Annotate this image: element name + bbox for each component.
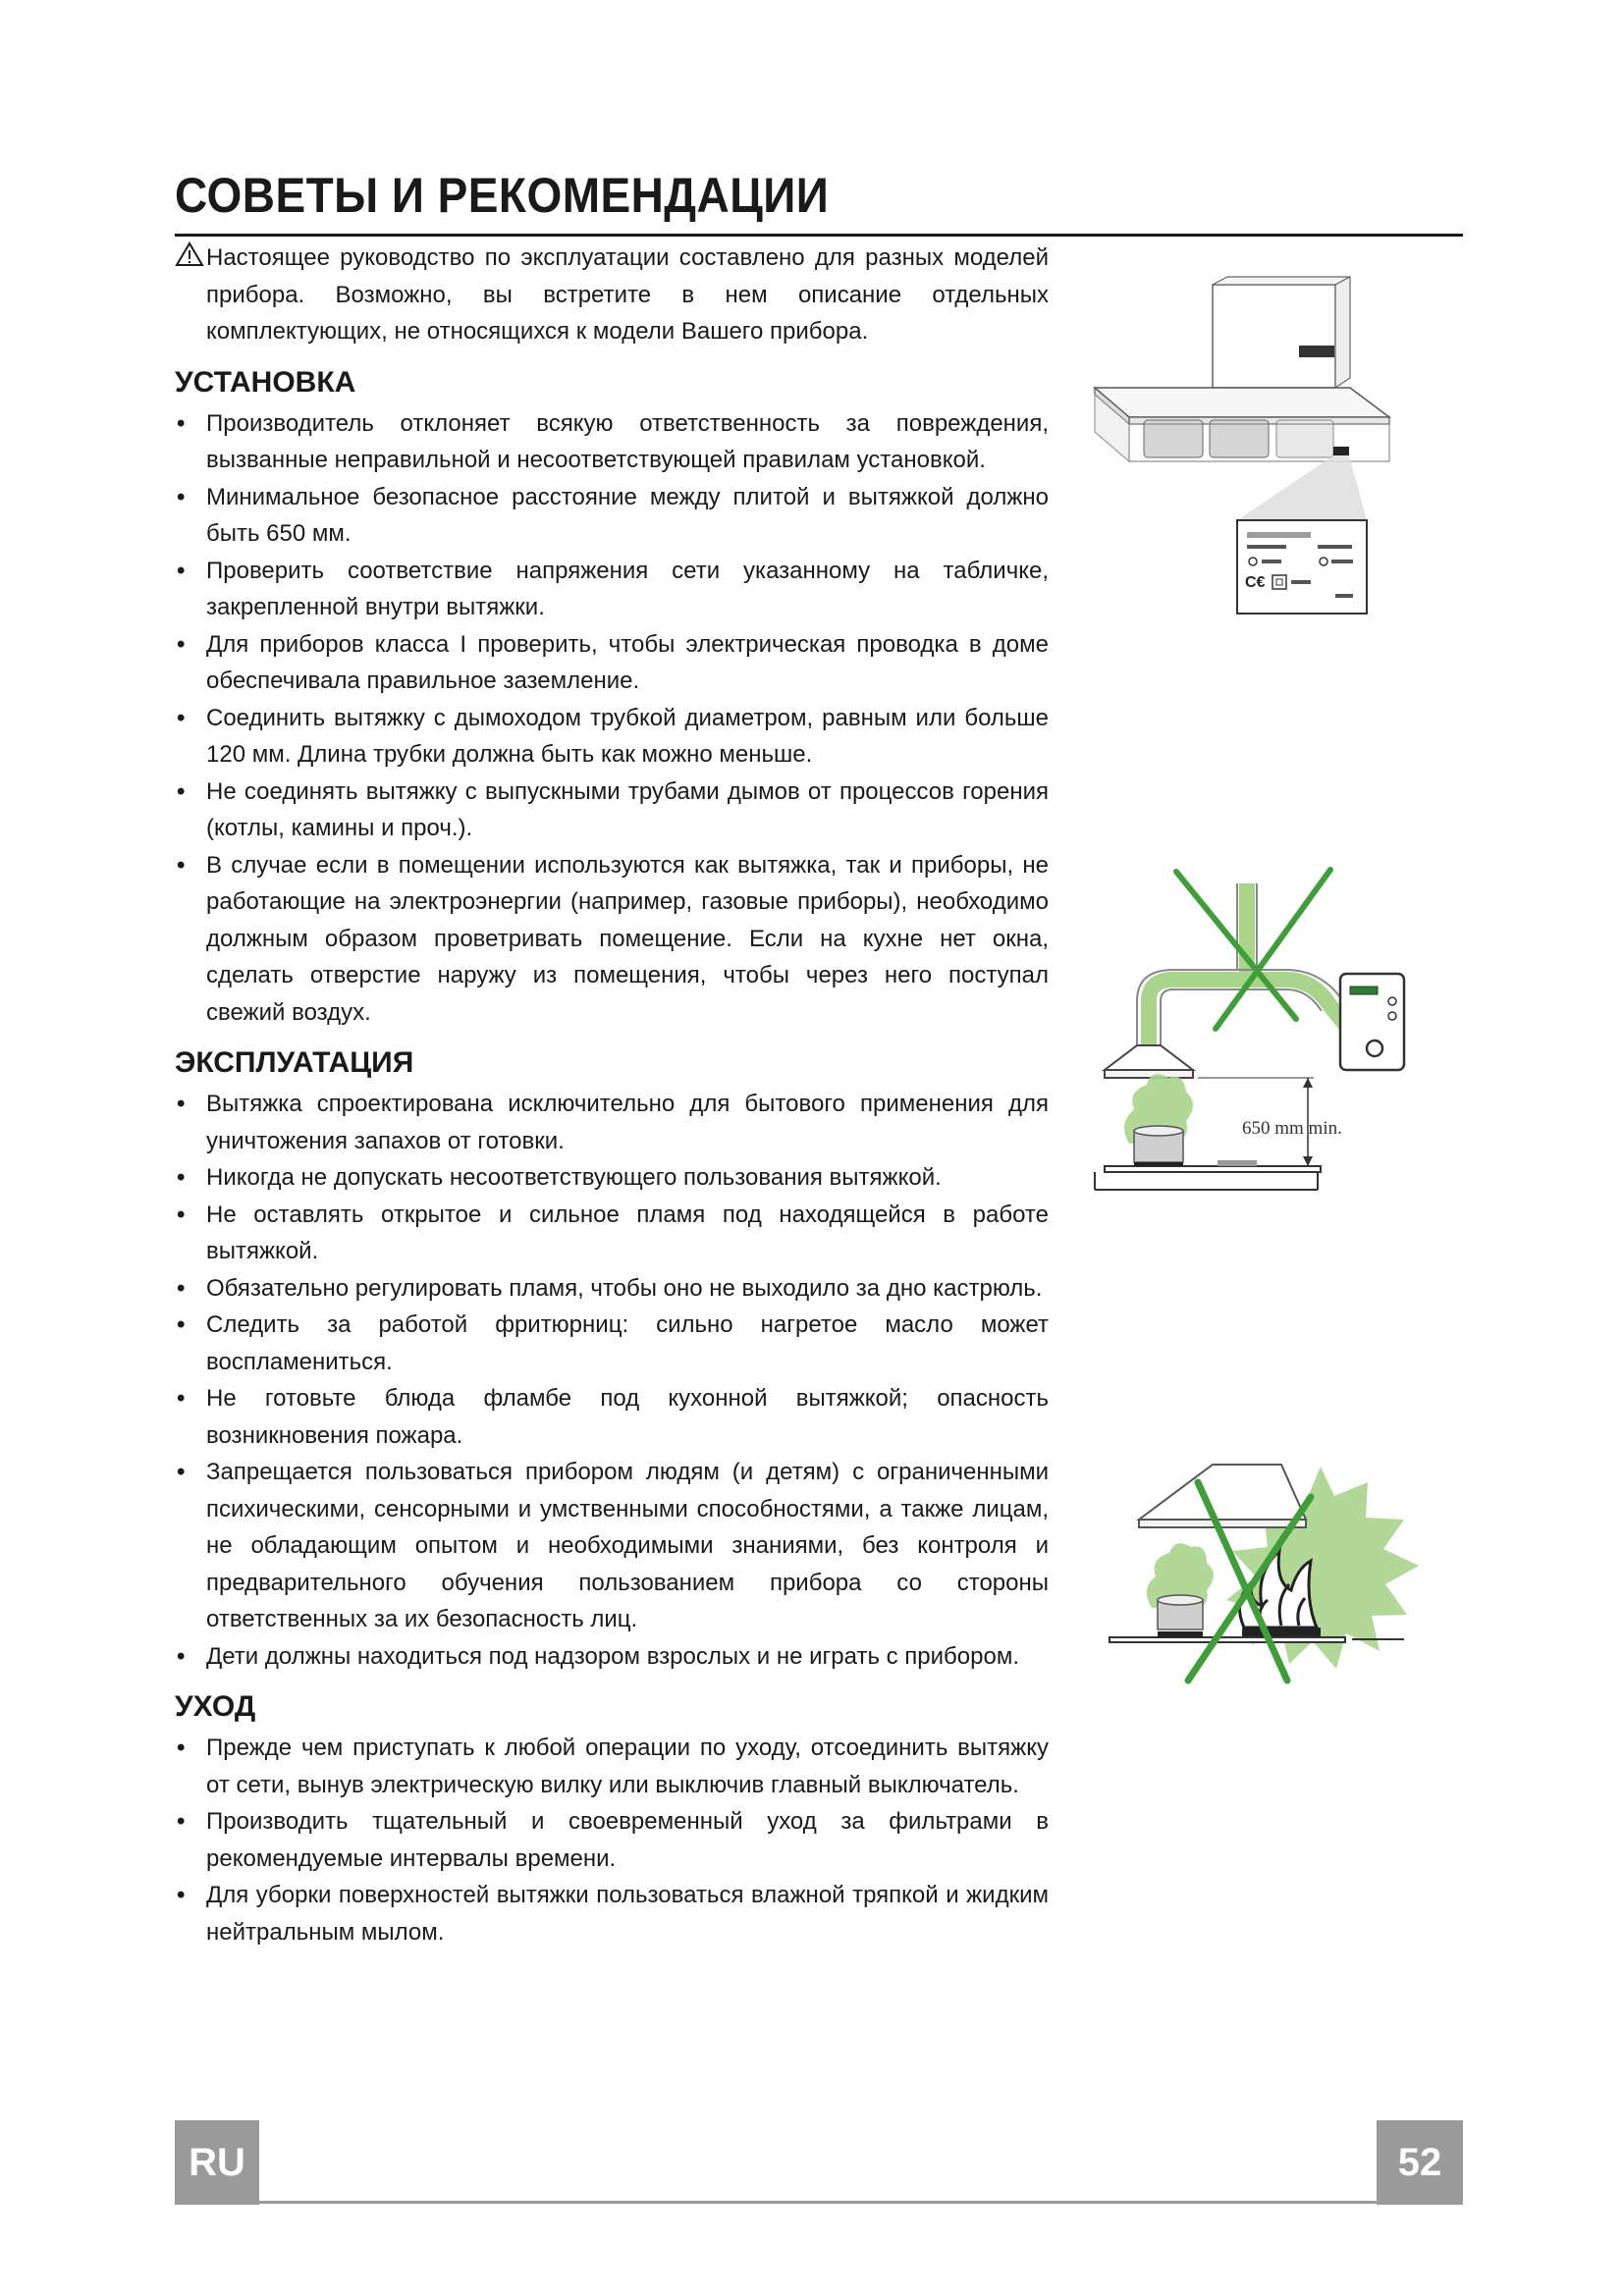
hood-distance-illustration bbox=[1090, 864, 1414, 1198]
list-item: • Производить тщательный и своевременный уход за фильтрами в рекомендуемые интервалы времени. bbox=[175, 1803, 1049, 1877]
list-item: • Прежде чем приступать к любой операции по уходу, отсоединить вытяжку от сети, вынув электрическую вилку или выключив главный выключатель. bbox=[175, 1730, 1049, 1803]
page-title: СОВЕТЫ И РЕКОМЕНДАЦИИ bbox=[175, 168, 830, 223]
list-item: • Обязательно регулировать пламя, чтобы оно не выходило за дно кастрюль. bbox=[175, 1270, 1049, 1308]
distance-label: 650 mm min. bbox=[1242, 1118, 1342, 1139]
list-item: • Вытяжка спроектирована исключительно для бытового применения для уничтожения запахов от готовки. bbox=[175, 1086, 1049, 1159]
warning-icon bbox=[175, 241, 204, 267]
footer-divider bbox=[175, 2201, 1463, 2204]
list-item: • Не готовьте блюда фламбе под кухонной вытяжкой; опасность возникновения пожара. bbox=[175, 1380, 1049, 1454]
list-item: • Соединить вытяжку с дымоходом трубкой диаметром, равным или больше 120 мм. Длина трубки должна быть как можно меньше. bbox=[175, 700, 1049, 774]
list-item: • Производитель отклоняет всякую ответственность за повреждения, вызванные неправильной и несоответствующей правилам установкой. bbox=[175, 405, 1049, 479]
section-care bbox=[175, 1686, 1049, 1950]
section-title: УСТАНОВКА bbox=[175, 365, 356, 399]
list-item: • Не оставлять открытое и сильное пламя под находящейся в работе вытяжкой. bbox=[175, 1197, 1049, 1270]
installation-list bbox=[175, 405, 1049, 1032]
language-badge: RU bbox=[175, 2120, 259, 2205]
intro-note-text: Настоящее руководство по эксплуатации составлено для разных моделей прибора. Возможно, вы встретите в нем описание отдельных комплектующих, не относящихся к модели Вашего прибора. bbox=[206, 244, 1049, 345]
title-divider bbox=[175, 234, 1463, 237]
section-installation bbox=[175, 362, 1049, 1032]
list-item: • Для уборки поверхностей вытяжки пользоваться влажной тряпкой и жидким нейтральным мылом. bbox=[175, 1877, 1049, 1950]
list-item: • Никогда не допускать несоответствующего пользования вытяжкой. bbox=[175, 1159, 1049, 1197]
list-item: • Для приборов класса I проверить, чтобы электрическая проводка в доме обеспечивала правильное заземление. bbox=[175, 626, 1049, 700]
intro-note bbox=[175, 240, 1049, 350]
open-flame-prohibited-illustration bbox=[1095, 1453, 1434, 1688]
list-item: • Не соединять вытяжку с выпускными трубами дымов от процессов горения (котлы, камины и проч.). bbox=[175, 774, 1049, 847]
page-number: 52 bbox=[1377, 2120, 1463, 2205]
section-title: УХОД bbox=[175, 1690, 256, 1723]
hood-rating-plate-illustration bbox=[1090, 275, 1414, 638]
list-item: • Запрещается пользоваться прибором людям (и детям) с ограниченными психическими, сенсорными и умственными способностями, а также лицам, не обладающим опытом и необходимыми знаниями, без контроля и предварительного обучения пользованием прибора со стороны ответственных за их безопасность лиц. bbox=[175, 1454, 1049, 1638]
list-item: • В случае если в помещении используются как вытяжка, так и приборы, не работающие на электроэнергии (например, газовые приборы), необходимо должным образом проветривать помещение. Если на кухне нет окна, сделать отверстие наружу из помещения, чтобы через него поступал свежий воздух. bbox=[175, 847, 1049, 1032]
section-title: ЭКСПЛУАТАЦИЯ bbox=[175, 1046, 414, 1079]
care-list bbox=[175, 1730, 1049, 1950]
list-item: • Минимальное безопасное расстояние между плитой и вытяжкой должно быть 650 мм. bbox=[175, 479, 1049, 553]
list-item: • Дети должны находиться под надзором взрослых и не играть с прибором. bbox=[175, 1638, 1049, 1676]
operation-list bbox=[175, 1086, 1049, 1675]
section-operation bbox=[175, 1042, 1049, 1675]
list-item: • Следить за работой фритюрниц: сильно нагретое масло может воспламениться. bbox=[175, 1307, 1049, 1380]
main-text-column bbox=[175, 240, 1049, 1950]
svg-text:C€: C€ bbox=[1245, 574, 1266, 591]
list-item: • Проверить соответствие напряжения сети указанному на табличке, закрепленной внутри вытяжки. bbox=[175, 553, 1049, 626]
